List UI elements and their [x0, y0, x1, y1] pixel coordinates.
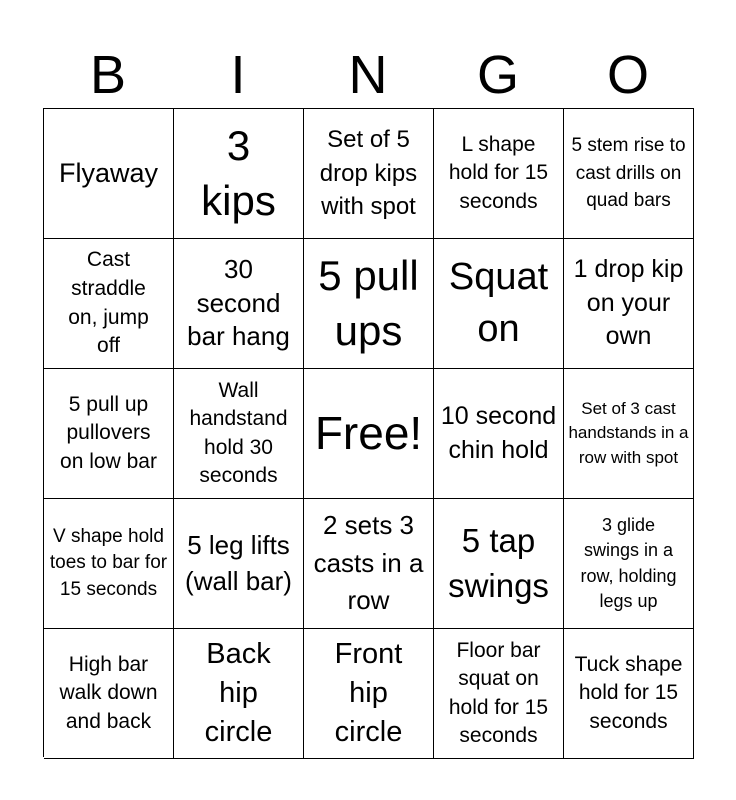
bingo-cell[interactable]: Tuck shape hold for 15 seconds — [564, 629, 694, 759]
bingo-cell[interactable]: Floor bar squat on hold for 15 seconds — [434, 629, 564, 759]
bingo-cell[interactable]: Set of 3 cast handstands in a row with spot — [564, 369, 694, 499]
bingo-cell[interactable]: Set of 5 drop kips with spot — [304, 109, 434, 239]
bingo-cell[interactable]: High bar walk down and back — [44, 629, 174, 759]
bingo-cell[interactable]: L shape hold for 15 seconds — [434, 109, 564, 239]
free-space-cell[interactable]: Free! — [304, 369, 434, 499]
bingo-cell[interactable]: Squat on — [434, 239, 564, 369]
bingo-cell[interactable]: 5 tap swings — [434, 499, 564, 629]
bingo-cell[interactable]: 10 second chin hold — [434, 369, 564, 499]
bingo-cell[interactable]: 5 leg lifts (wall bar) — [174, 499, 304, 629]
header-letter-i: I — [230, 45, 246, 105]
bingo-cell[interactable]: 3 kips — [174, 109, 304, 239]
bingo-card-grid — [43, 108, 694, 757]
header-letter-b: B — [89, 45, 127, 105]
bingo-cell[interactable]: 3 glide swings in a row, holding legs up — [564, 499, 694, 629]
header-letter-o: O — [606, 45, 649, 105]
bingo-cell[interactable]: 5 stem rise to cast drills on quad bars — [564, 109, 694, 239]
bingo-header — [43, 42, 693, 108]
bingo-cell[interactable]: Cast straddle on, jump off — [44, 239, 174, 369]
bingo-cell[interactable]: 1 drop kip on your own — [564, 239, 694, 369]
bingo-cell[interactable]: 2 sets 3 casts in a row — [304, 499, 434, 629]
bingo-cell[interactable]: 30 second bar hang — [174, 239, 304, 369]
bingo-cell[interactable]: 5 pull up pullovers on low bar — [44, 369, 174, 499]
bingo-cell[interactable]: V shape hold toes to bar for 15 seconds — [44, 499, 174, 629]
bingo-cell[interactable]: Wall handstand hold 30 seconds — [174, 369, 304, 499]
header-letter-n: N — [348, 45, 388, 105]
bingo-cell[interactable]: Back hip circle — [174, 629, 304, 759]
bingo-cell[interactable]: Front hip circle — [304, 629, 434, 759]
bingo-cell[interactable]: Flyaway — [44, 109, 174, 239]
bingo-cell[interactable]: 5 pull ups — [304, 239, 434, 369]
header-letter-g: G — [476, 45, 519, 105]
